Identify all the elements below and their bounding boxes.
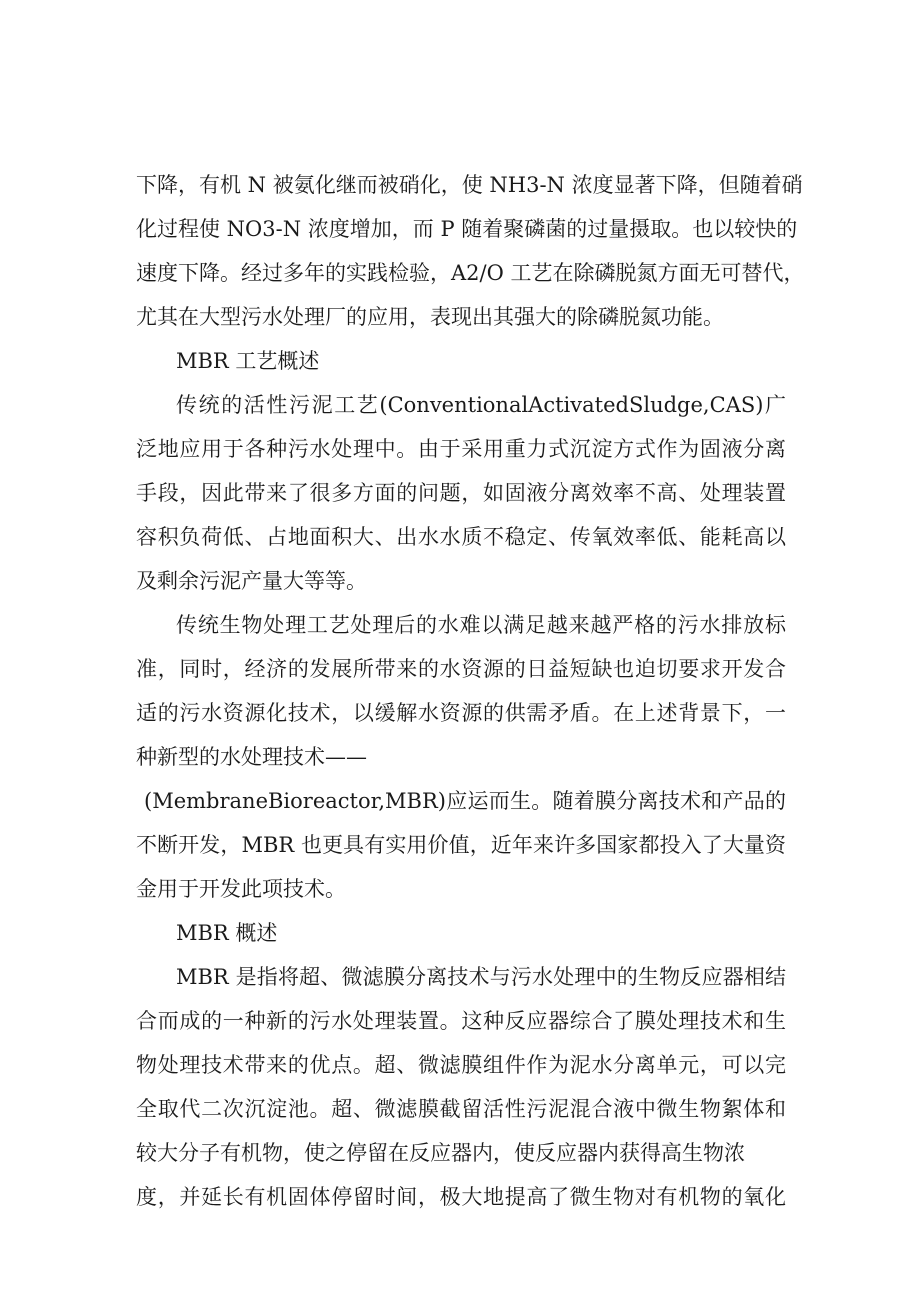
paragraph-line: 度，并延长有机固体停留时间，极大地提高了微生物对有机物的氧化 <box>136 1185 786 1209</box>
paragraph-line: 金用于开发此项技术。 <box>136 877 346 901</box>
paragraph-line: 准，同时，经济的发展所带来的水资源的日益短缺也迫切要求开发合 <box>136 657 786 681</box>
paragraph-line: 速度下降。经过多年的实践检验，A2/O 工艺在除磷脱氮方面无可替代， <box>136 261 805 285</box>
section-heading: MBR 工艺概述 <box>176 349 320 373</box>
paragraph-line: 适的污水资源化技术，以缓解水资源的供需矛盾。在上述背景下，一 <box>136 701 786 725</box>
paragraph-line: 传统的活性污泥工艺(ConventionalActivatedSludge,CAS)广 <box>176 393 786 417</box>
paragraph-line: 化过程使 NO3-N 浓度增加，而 P 随着聚磷菌的过量摄取。也以较快的 <box>136 217 798 241</box>
paragraph-line: 下降，有机 N 被氨化继而被硝化，使 NH3-N 浓度显著下降，但随着硝 <box>136 173 803 197</box>
paragraph-line: 不断开发，MBR 也更具有实用价值，近年来许多国家都投入了大量资 <box>136 833 786 857</box>
paragraph-line: 手段，因此带来了很多方面的问题，如固液分离效率不高、处理装置 <box>136 481 786 505</box>
paragraph-line: 及剩余污泥产量大等等。 <box>136 569 367 593</box>
document-body <box>136 163 805 1219</box>
paragraph-line: 容积负荷低、占地面积大、出水水质不稳定、传氧效率低、能耗高以 <box>136 525 786 549</box>
paragraph-line: 尤其在大型污水处理厂的应用，表现出其强大的除磷脱氮功能。 <box>136 305 724 329</box>
paragraph-line: 传统生物处理工艺处理后的水难以满足越来越严格的污水排放标 <box>176 613 786 637</box>
paragraph-line: 较大分子有机物，使之停留在反应器内，使反应器内获得高生物浓 <box>136 1141 745 1165</box>
section-heading: MBR 概述 <box>176 921 278 945</box>
paragraph-line: 泛地应用于各种污水处理中。由于采用重力式沉淀方式作为固液分离 <box>136 437 786 461</box>
paragraph-line: 物处理技术带来的优点。超、微滤膜组件作为泥水分离单元，可以完 <box>136 1053 786 1077</box>
paragraph-line: MBR 是指将超、微滤膜分离技术与污水处理中的生物反应器相结 <box>176 965 786 989</box>
paragraph-line: 全取代二次沉淀池。超、微滤膜截留活性污泥混合液中微生物絮体和 <box>136 1097 786 1121</box>
paragraph-line: 合而成的一种新的污水处理装置。这种反应器综合了膜处理技术和生 <box>136 1009 786 1033</box>
paragraph-line: 种新型的水处理技术—— <box>136 745 367 769</box>
paragraph-line: (MembraneBioreactor,MBR)应运而生。随着膜分离技术和产品的 <box>144 789 786 813</box>
